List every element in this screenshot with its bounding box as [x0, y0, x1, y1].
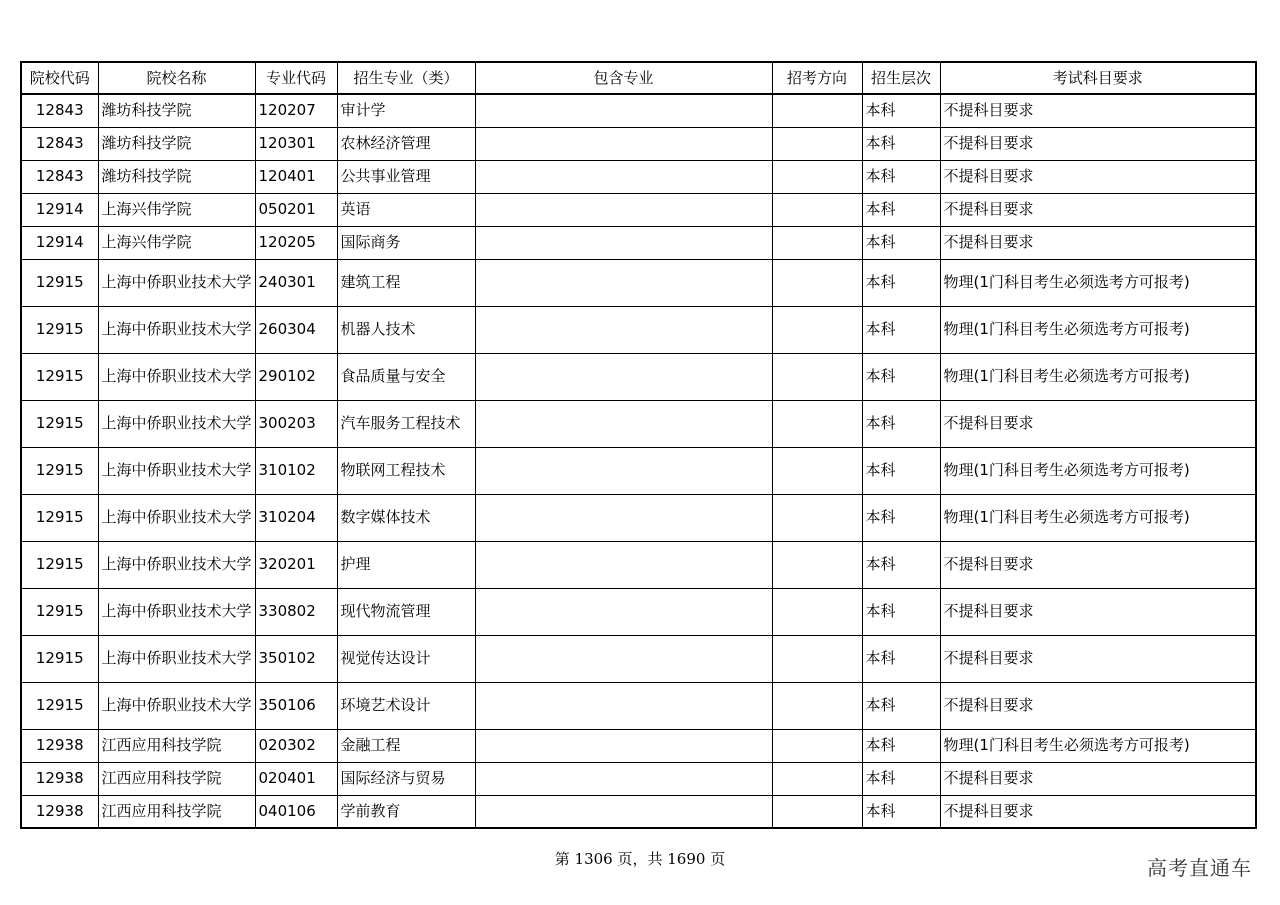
cell-level: 本科 [862, 682, 940, 729]
header-school-code: 院校代码 [21, 62, 98, 94]
cell-school-code: 12915 [21, 400, 98, 447]
cell-major-name: 环境艺术设计 [337, 682, 475, 729]
cell-level: 本科 [862, 94, 940, 127]
cell-major-code: 120401 [255, 160, 337, 193]
cell-major-code: 240301 [255, 259, 337, 306]
cell-school-code: 12915 [21, 494, 98, 541]
cell-subject-requirement: 不提科目要求 [940, 541, 1256, 588]
cell-school-name: 上海兴伟学院 [98, 193, 255, 226]
cell-subject-requirement: 不提科目要求 [940, 762, 1256, 795]
cell-level: 本科 [862, 762, 940, 795]
cell-school-name: 上海中侨职业技术大学 [98, 306, 255, 353]
cell-major-code: 020401 [255, 762, 337, 795]
cell-major-name: 公共事业管理 [337, 160, 475, 193]
cell-included-majors [475, 306, 772, 353]
cell-major-name: 审计学 [337, 94, 475, 127]
cell-school-name: 潍坊科技学院 [98, 160, 255, 193]
cell-school-code: 12938 [21, 729, 98, 762]
cell-level: 本科 [862, 127, 940, 160]
cell-subject-requirement: 物理(1门科目考生必须选考方可报考) [940, 494, 1256, 541]
cell-school-code: 12915 [21, 447, 98, 494]
cell-direction [772, 795, 862, 828]
header-row [21, 62, 1256, 94]
cell-major-code: 260304 [255, 306, 337, 353]
cell-major-name: 食品质量与安全 [337, 353, 475, 400]
cell-school-code: 12914 [21, 226, 98, 259]
table-row [21, 226, 1256, 259]
cell-school-code: 12915 [21, 259, 98, 306]
table-row [21, 127, 1256, 160]
cell-level: 本科 [862, 541, 940, 588]
cell-level: 本科 [862, 494, 940, 541]
header-included-majors: 包含专业 [475, 62, 772, 94]
cell-school-name: 上海中侨职业技术大学 [98, 259, 255, 306]
page-number: 第 1306 页，共 1690 页 [554, 850, 726, 868]
cell-major-code: 310204 [255, 494, 337, 541]
cell-school-name: 潍坊科技学院 [98, 127, 255, 160]
cell-major-name: 农林经济管理 [337, 127, 475, 160]
cell-included-majors [475, 447, 772, 494]
cell-subject-requirement: 不提科目要求 [940, 94, 1256, 127]
cell-direction [772, 635, 862, 682]
cell-level: 本科 [862, 447, 940, 494]
cell-major-name: 汽车服务工程技术 [337, 400, 475, 447]
cell-subject-requirement: 物理(1门科目考生必须选考方可报考) [940, 306, 1256, 353]
table-row [21, 762, 1256, 795]
cell-subject-requirement: 不提科目要求 [940, 193, 1256, 226]
table-row [21, 353, 1256, 400]
table-row [21, 259, 1256, 306]
cell-major-name: 学前教育 [337, 795, 475, 828]
cell-major-code: 020302 [255, 729, 337, 762]
cell-subject-requirement: 物理(1门科目考生必须选考方可报考) [940, 353, 1256, 400]
cell-school-name: 潍坊科技学院 [98, 94, 255, 127]
cell-included-majors [475, 729, 772, 762]
cell-level: 本科 [862, 306, 940, 353]
cell-subject-requirement: 不提科目要求 [940, 682, 1256, 729]
cell-direction [772, 226, 862, 259]
cell-subject-requirement: 不提科目要求 [940, 635, 1256, 682]
cell-included-majors [475, 259, 772, 306]
table-row [21, 795, 1256, 828]
cell-included-majors [475, 400, 772, 447]
cell-subject-requirement: 不提科目要求 [940, 795, 1256, 828]
cell-major-name: 机器人技术 [337, 306, 475, 353]
header-school-name: 院校名称 [98, 62, 255, 94]
cell-subject-requirement: 不提科目要求 [940, 127, 1256, 160]
enrollment-table [20, 61, 1257, 829]
cell-direction [772, 400, 862, 447]
cell-included-majors [475, 160, 772, 193]
cell-school-code: 12938 [21, 795, 98, 828]
cell-school-name: 上海中侨职业技术大学 [98, 588, 255, 635]
cell-direction [772, 494, 862, 541]
cell-subject-requirement: 不提科目要求 [940, 588, 1256, 635]
cell-major-code: 330802 [255, 588, 337, 635]
table-row [21, 635, 1256, 682]
cell-major-code: 310102 [255, 447, 337, 494]
cell-major-name: 现代物流管理 [337, 588, 475, 635]
cell-direction [772, 729, 862, 762]
cell-school-name: 上海中侨职业技术大学 [98, 541, 255, 588]
cell-level: 本科 [862, 353, 940, 400]
cell-level: 本科 [862, 588, 940, 635]
cell-included-majors [475, 795, 772, 828]
header-major-code: 专业代码 [255, 62, 337, 94]
cell-major-name: 数字媒体技术 [337, 494, 475, 541]
cell-level: 本科 [862, 160, 940, 193]
cell-level: 本科 [862, 259, 940, 306]
cell-major-code: 290102 [255, 353, 337, 400]
cell-subject-requirement: 不提科目要求 [940, 400, 1256, 447]
cell-school-name: 上海中侨职业技术大学 [98, 682, 255, 729]
cell-school-name: 江西应用科技学院 [98, 795, 255, 828]
cell-subject-requirement: 物理(1门科目考生必须选考方可报考) [940, 729, 1256, 762]
header-level: 招生层次 [862, 62, 940, 94]
table-row [21, 729, 1256, 762]
cell-level: 本科 [862, 795, 940, 828]
cell-level: 本科 [862, 193, 940, 226]
cell-school-code: 12915 [21, 588, 98, 635]
table-row [21, 193, 1256, 226]
cell-included-majors [475, 226, 772, 259]
cell-major-name: 英语 [337, 193, 475, 226]
cell-major-code: 350102 [255, 635, 337, 682]
cell-level: 本科 [862, 635, 940, 682]
cell-included-majors [475, 541, 772, 588]
cell-major-code: 320201 [255, 541, 337, 588]
cell-included-majors [475, 94, 772, 127]
cell-school-code: 12915 [21, 682, 98, 729]
cell-subject-requirement: 不提科目要求 [940, 160, 1256, 193]
cell-major-code: 350106 [255, 682, 337, 729]
table-row [21, 541, 1256, 588]
cell-school-code: 12915 [21, 353, 98, 400]
cell-level: 本科 [862, 400, 940, 447]
cell-direction [772, 447, 862, 494]
cell-included-majors [475, 353, 772, 400]
cell-subject-requirement: 不提科目要求 [940, 226, 1256, 259]
cell-major-name: 视觉传达设计 [337, 635, 475, 682]
cell-major-code: 050201 [255, 193, 337, 226]
table-row [21, 588, 1256, 635]
cell-included-majors [475, 127, 772, 160]
cell-subject-requirement: 物理(1门科目考生必须选考方可报考) [940, 259, 1256, 306]
cell-school-code: 12915 [21, 635, 98, 682]
cell-direction [772, 541, 862, 588]
cell-subject-requirement: 物理(1门科目考生必须选考方可报考) [940, 447, 1256, 494]
cell-school-code: 12914 [21, 193, 98, 226]
table-row [21, 447, 1256, 494]
cell-school-name: 上海兴伟学院 [98, 226, 255, 259]
cell-direction [772, 127, 862, 160]
cell-school-code: 12843 [21, 94, 98, 127]
cell-major-code: 300203 [255, 400, 337, 447]
cell-direction [772, 353, 862, 400]
cell-major-name: 护理 [337, 541, 475, 588]
cell-direction [772, 259, 862, 306]
cell-direction [772, 588, 862, 635]
cell-school-name: 上海中侨职业技术大学 [98, 400, 255, 447]
cell-school-name: 江西应用科技学院 [98, 729, 255, 762]
table-row [21, 682, 1256, 729]
cell-level: 本科 [862, 729, 940, 762]
cell-school-name: 上海中侨职业技术大学 [98, 353, 255, 400]
cell-school-name: 上海中侨职业技术大学 [98, 635, 255, 682]
cell-direction [772, 94, 862, 127]
cell-direction [772, 762, 862, 795]
cell-school-code: 12915 [21, 541, 98, 588]
cell-level: 本科 [862, 226, 940, 259]
cell-school-code: 12938 [21, 762, 98, 795]
cell-included-majors [475, 635, 772, 682]
cell-major-name: 金融工程 [337, 729, 475, 762]
cell-direction [772, 193, 862, 226]
cell-school-name: 上海中侨职业技术大学 [98, 447, 255, 494]
table-row [21, 94, 1256, 127]
cell-major-code: 120207 [255, 94, 337, 127]
cell-major-name: 建筑工程 [337, 259, 475, 306]
header-direction: 招考方向 [772, 62, 862, 94]
cell-direction [772, 160, 862, 193]
cell-direction [772, 682, 862, 729]
cell-school-code: 12843 [21, 160, 98, 193]
table-row [21, 306, 1256, 353]
cell-included-majors [475, 588, 772, 635]
table-row [21, 400, 1256, 447]
cell-included-majors [475, 494, 772, 541]
cell-major-name: 国际经济与贸易 [337, 762, 475, 795]
cell-major-name: 物联网工程技术 [337, 447, 475, 494]
cell-major-code: 120205 [255, 226, 337, 259]
cell-included-majors [475, 682, 772, 729]
cell-major-code: 040106 [255, 795, 337, 828]
cell-school-name: 江西应用科技学院 [98, 762, 255, 795]
cell-included-majors [475, 193, 772, 226]
cell-major-name: 国际商务 [337, 226, 475, 259]
table-row [21, 160, 1256, 193]
table-row [21, 494, 1256, 541]
header-major-name: 招生专业（类） [337, 62, 475, 94]
cell-major-code: 120301 [255, 127, 337, 160]
cell-school-code: 12915 [21, 306, 98, 353]
cell-included-majors [475, 762, 772, 795]
cell-direction [772, 306, 862, 353]
header-subject-requirement: 考试科目要求 [940, 62, 1256, 94]
watermark-text: 高考直通车 [1147, 856, 1252, 880]
cell-school-code: 12843 [21, 127, 98, 160]
cell-school-name: 上海中侨职业技术大学 [98, 494, 255, 541]
